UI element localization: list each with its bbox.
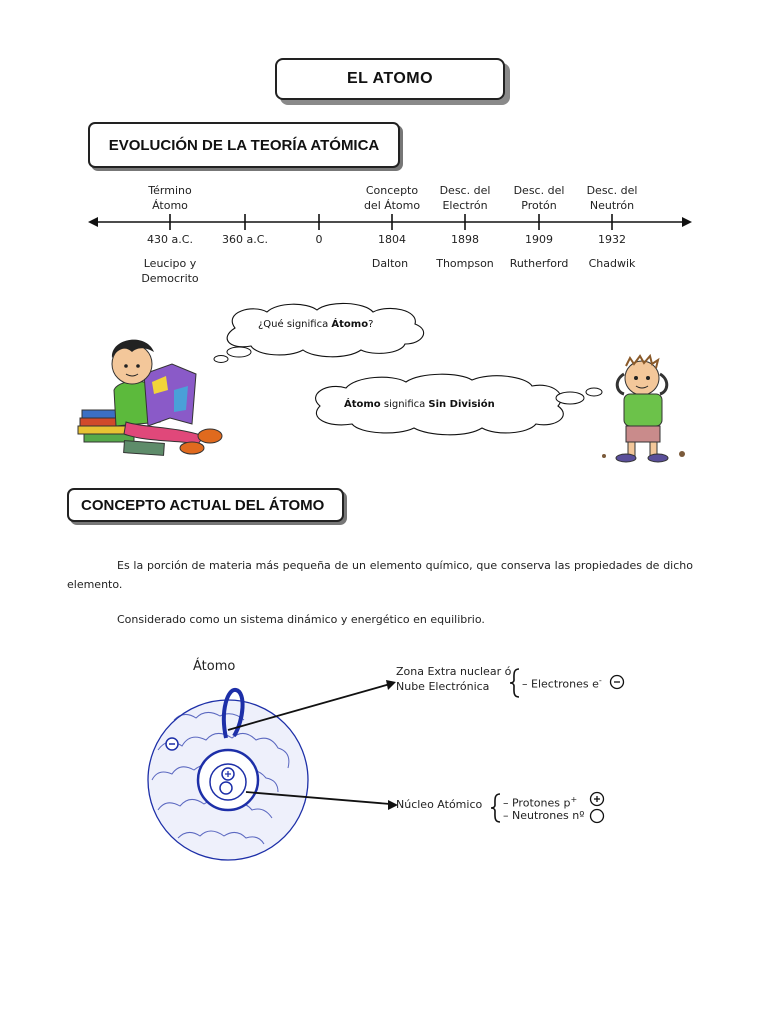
section-title-evolution: EVOLUCIÓN DE LA TEORÍA ATÓMICA xyxy=(88,122,400,168)
atom-label: Átomo xyxy=(193,659,236,674)
electrons-label: – Electrones e- xyxy=(522,676,602,691)
timeline-person-chadwik: Chadwik xyxy=(588,257,636,270)
timeline-date-1898: 1898 xyxy=(451,233,479,246)
atom-drawing xyxy=(128,680,418,870)
timeline-label-termino: Término Átomo xyxy=(148,184,192,212)
neutrons-label: – Neutrones nº xyxy=(503,809,585,822)
timeline-label-concepto: Concepto del Átomo xyxy=(363,184,421,212)
timeline-person-rutherford: Rutherford xyxy=(509,257,569,270)
positive-charge-icon xyxy=(589,791,605,807)
timeline-date-1909: 1909 xyxy=(525,233,553,246)
timeline-label-proton: Desc. del Protón xyxy=(513,184,565,212)
page-title: EL ATOMO xyxy=(275,58,505,100)
timeline-date-430: 430 a.C. xyxy=(147,233,193,246)
zone-label: Zona Extra nuclear ó Nube Electrónica xyxy=(396,665,512,693)
negative-charge-icon xyxy=(609,674,625,690)
boy-reading-illustration xyxy=(74,330,230,466)
section-title-concepto: CONCEPTO ACTUAL DEL ÁTOMO xyxy=(67,488,344,522)
kid-thinking-illustration xyxy=(596,350,696,468)
brace-nucleus xyxy=(489,792,503,824)
question-cloud-text: ¿Qué significa Átomo? xyxy=(258,319,374,330)
timeline-axis xyxy=(0,0,768,300)
answer-cloud-text: Átomo significa Sin División xyxy=(344,399,495,410)
timeline-date-1804: 1804 xyxy=(378,233,406,246)
protons-label: – Protones p+ xyxy=(503,795,578,810)
timeline-person-thompson: Thompson xyxy=(436,257,494,270)
timeline-label-neutron: Desc. del Neutrón xyxy=(586,184,638,212)
timeline-date-360: 360 a.C. xyxy=(222,233,268,246)
brace-electrons xyxy=(508,667,522,699)
timeline-person-dalton: Dalton xyxy=(371,257,409,270)
timeline-date-0: 0 xyxy=(315,233,323,246)
definition-paragraph: Es la porción de materia más pequeña de un elemento químico, que conserva las propiedades de dicho elemento. xyxy=(67,559,693,591)
timeline-person-leucipo: Leucipo y Democrito xyxy=(141,257,199,285)
nucleus-label: Núcleo Atómico xyxy=(396,798,483,811)
timeline-date-1932: 1932 xyxy=(598,233,626,246)
system-paragraph: Considerado como un sistema dinámico y energético en equilibrio. xyxy=(117,613,485,626)
thought-cloud-question xyxy=(205,300,440,365)
timeline-label-electron: Desc. del Electrón xyxy=(439,184,491,212)
neutral-charge-icon xyxy=(589,808,605,824)
